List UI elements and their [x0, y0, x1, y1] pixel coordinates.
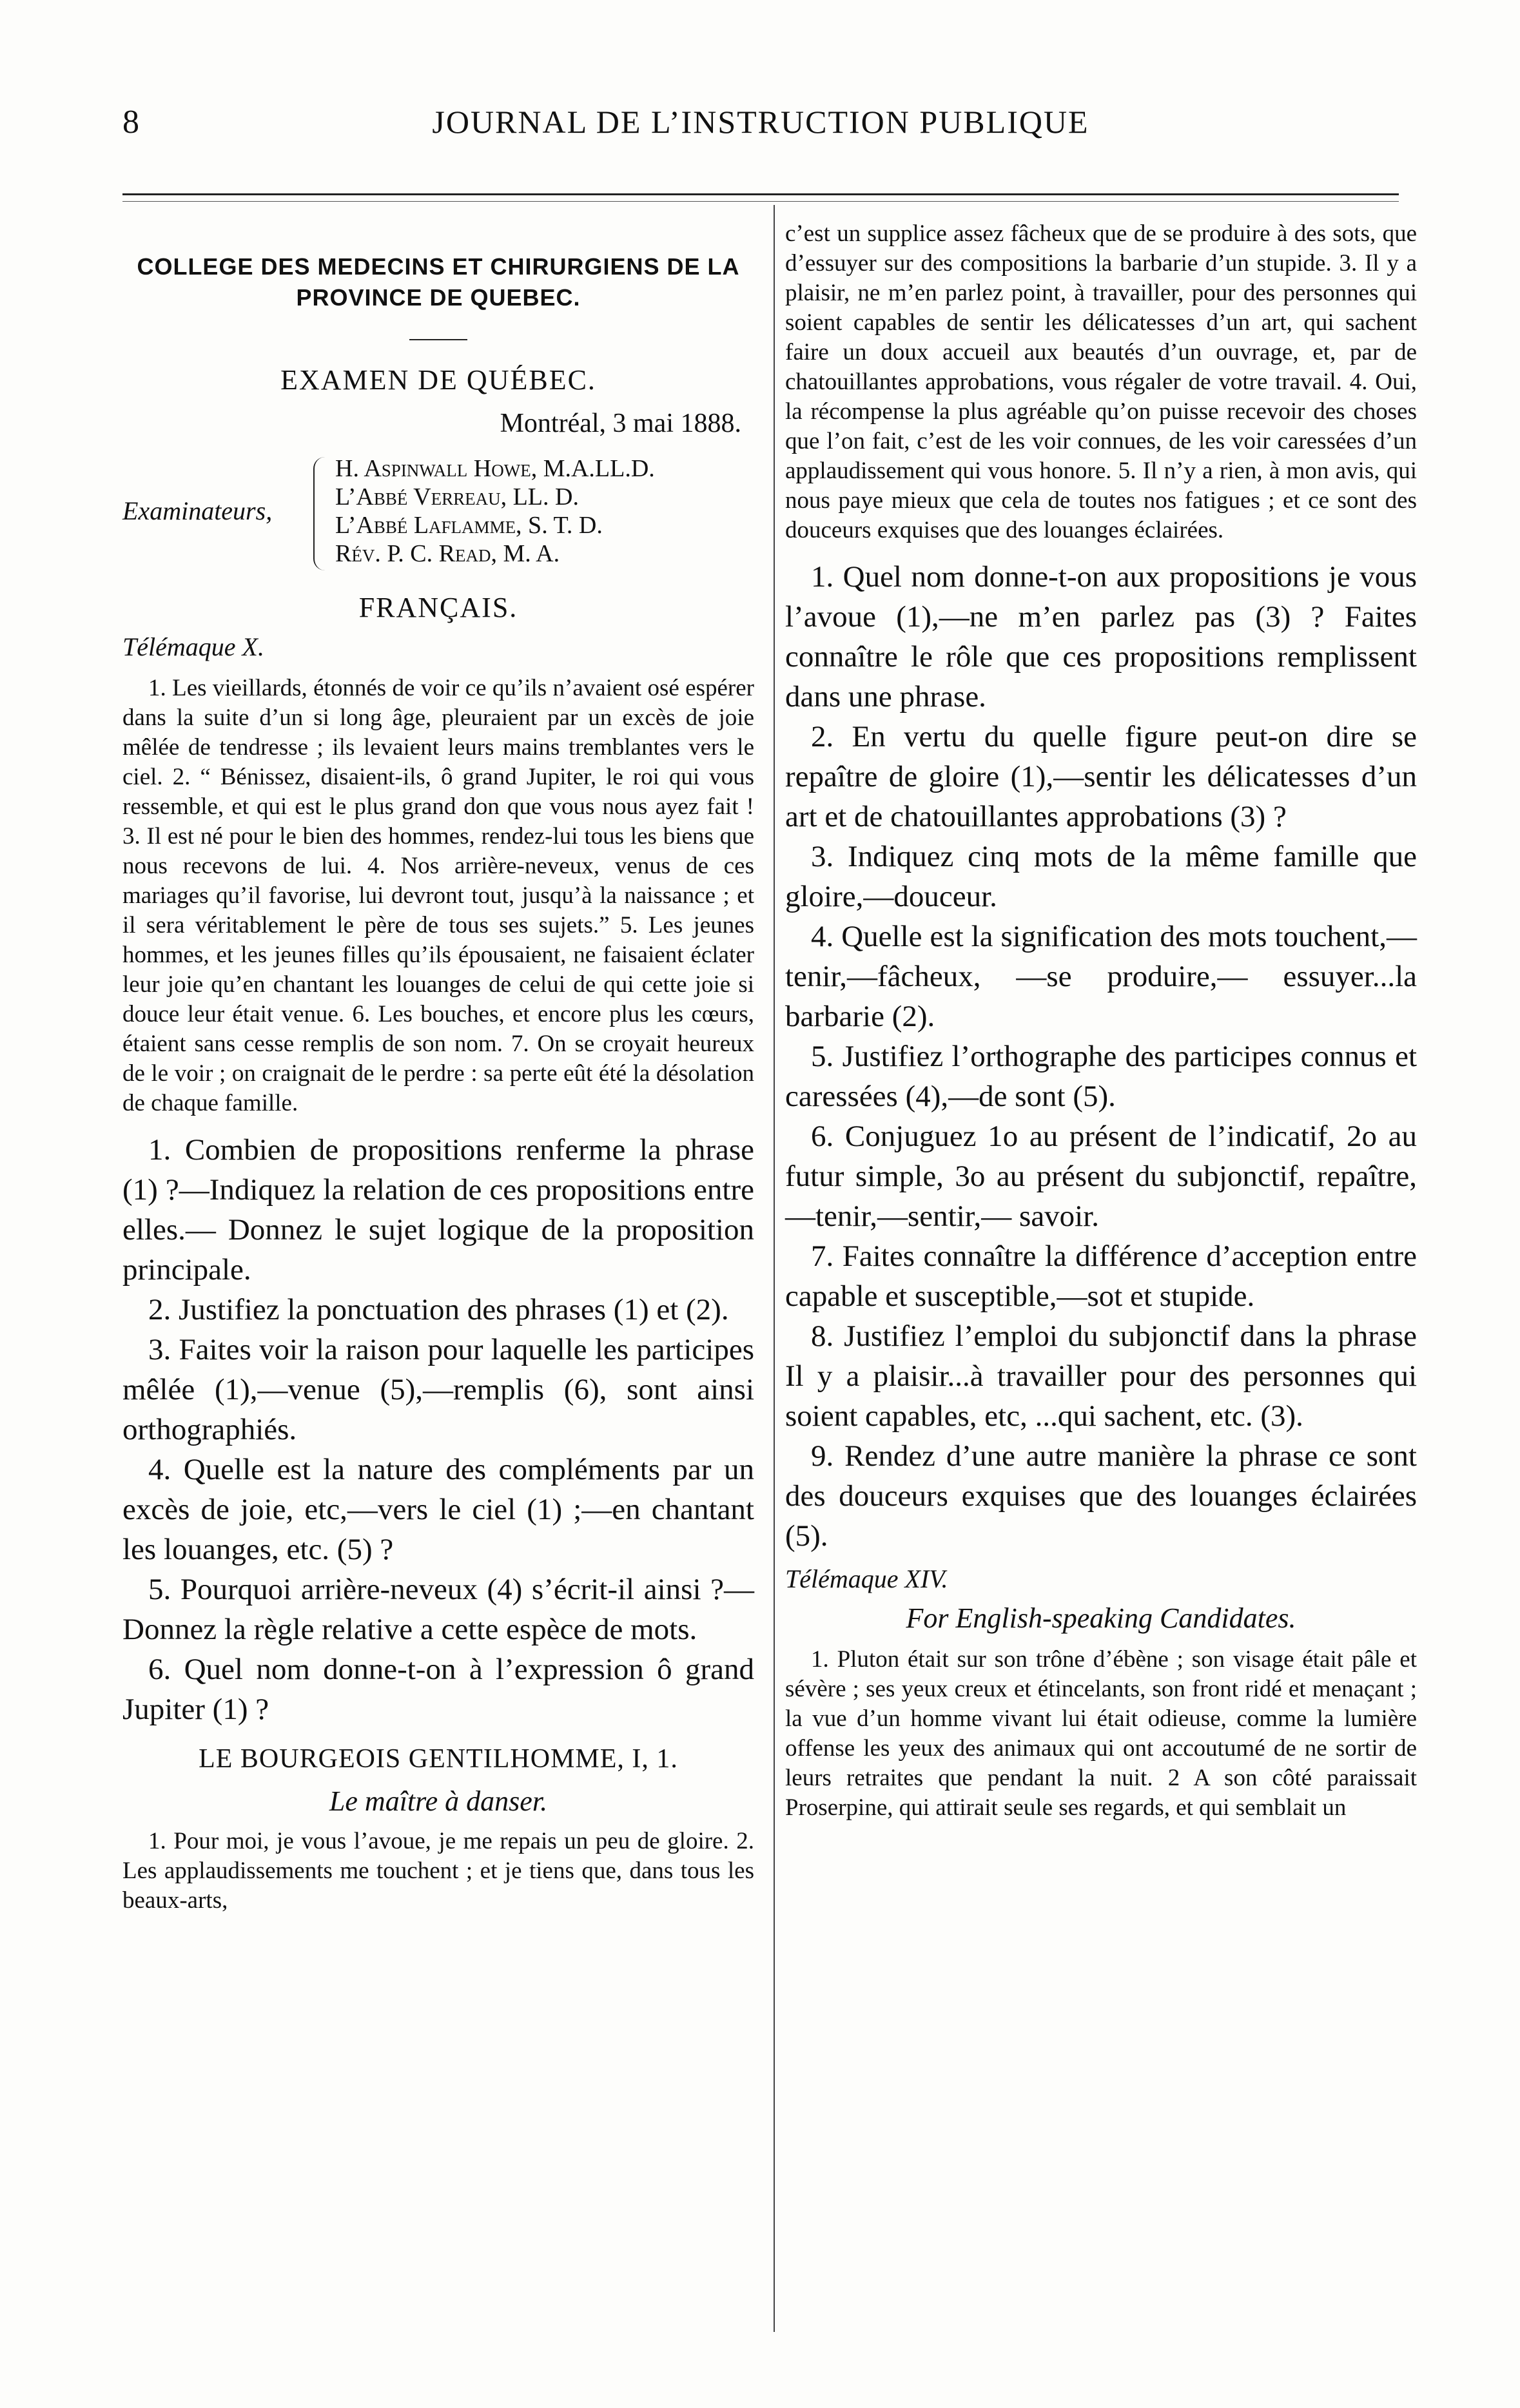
question-r1: 1. Quel nom donne-t-on aux propositions je vous l’avoue (1),—ne m’en parlez pas (3) ? Faites connaître le rôle que ces propositions remplissent dans une phrase.	[785, 560, 1417, 714]
examiner: L’Abbé Verreau, LL. D.	[335, 483, 579, 510]
exam-title: EXAMEN DE QUÉBEC.	[280, 364, 596, 396]
examiners-list	[335, 454, 655, 568]
exam-date: Montréal, 3 mai 1888.	[500, 409, 741, 438]
question-5: 5. Pourquoi arrière-neveux (4) s’écrit-il ainsi ?—Donnez la règle relative a cette espèce de mots.	[122, 1573, 754, 1646]
page-number: 8	[122, 104, 139, 141]
book-reference-2: Télémaque XIV.	[785, 1564, 948, 1593]
question-r2: 2. En vertu du quelle figure peut-on dire se repaître de gloire (1),—sentir les délicatesses d’un art et de chatouillantes approbations (3) ?	[785, 720, 1417, 833]
journal-title: JOURNAL DE L’INSTRUCTION PUBLIQUE	[432, 104, 1089, 140]
examiner: Rév. P. C. Read, M. A.	[335, 540, 560, 567]
page-header	[122, 103, 1399, 148]
question-4: 4. Quelle est la nature des compléments par un excès de joie, etc,—vers le ciel (1) ;—en chantant les louanges, etc. (5) ?	[122, 1453, 754, 1566]
question-6: 6. Quel nom donne-t-on à l’expression ô grand Jupiter (1) ?	[122, 1653, 754, 1726]
question-r7: 7. Faites connaître la différence d’acception entre capable et susceptible,—sot et stupide.	[785, 1239, 1417, 1313]
right-column	[785, 219, 1417, 1823]
english-heading: For English-speaking Candidates.	[906, 1602, 1296, 1634]
question-r6: 6. Conjuguez 1o au présent de l’indicatif, 2o au futur simple, 3o au présent du subjonctif, repaître,—tenir,—sentir,— savoir.	[785, 1120, 1417, 1233]
section-title: FRANÇAIS.	[358, 592, 518, 623]
examiners-label: Examinateurs,	[122, 496, 273, 525]
play-title: LE BOURGEOIS GENTILHOMME, I, 1.	[199, 1744, 678, 1774]
question-r5: 5. Justifiez l’orthographe des participes connus et caressées (4),—de sont (5).	[785, 1040, 1417, 1113]
question-3: 3. Faites voir la raison pour laquelle les participes mêlée (1),—venue (5),—remplis (6), sont ainsi orthographiés.	[122, 1333, 754, 1446]
question-r4: 4. Quelle est la signification des mots touchent,— tenir,—fâcheux, —se produire,— essuyer...la barbarie (2).	[785, 920, 1417, 1033]
header-rule	[122, 193, 1399, 195]
brace	[313, 457, 326, 570]
question-r9: 9. Rendez d’une autre manière la phrase ce sont des douceurs exquises que des louanges éclairées (5).	[785, 1439, 1417, 1553]
play-passage-continued: c’est un supplice assez fâcheux que de se produire à des sots, que d’essuyer sur des compositions la barbarie d’un stupide. 3. Il y a plaisir, ne m’en parlez point, à travailler, pour des personnes qui soient capables de sentir les délicatesses d’un art, qui sachent faire un doux accueil aux beautés d’un ouvrage, et, par de chatouillantes approbations, vous régaler de votre travail. 4. Oui, la récompense la plus agréable qu’on puisse recevoir des choses que l’on fait, c’est de les voir connues, de les voir caressées d’un applaudissement qui vous honore. 5. Il n’y a rien, à mon avis, qui nous paye mieux que cela de toutes nos fatigues ; et ce sont des douceurs exquises que des louanges éclairées.	[785, 220, 1417, 543]
examiners-block	[122, 454, 754, 577]
left-column	[122, 219, 754, 1916]
header-rule-thin	[122, 201, 1399, 202]
examiner: H. Aspinwall Howe, M.A.LL.D.	[335, 455, 655, 482]
column-divider	[774, 205, 775, 2332]
examiner: L’Abbé Laflamme, S. T. D.	[335, 512, 603, 539]
question-r8: 8. Justifiez l’emploi du subjonctif dans la phrase Il y a plaisir...à travailler pour des personnes qui soient capables, etc, ...qui sachent, etc. (3).	[785, 1319, 1417, 1433]
question-r3: 3. Indiquez cinq mots de la même famille que gloire,—douceur.	[785, 840, 1417, 913]
question-1: 1. Combien de propositions renferme la phrase (1) ?—Indiquez la relation de ces propositions entre elles.— Donnez le sujet logique de la proposition principale.	[122, 1133, 754, 1287]
college-heading: COLLEGE DES MEDECINS ET CHIRURGIENS DE LA PROVINCE DE QUEBEC.	[137, 253, 740, 311]
play-passage-start: 1. Pour moi, je vous l’avoue, je me repais un peu de gloire. 2. Les applaudissements me touchent ; et je tiens que, dans tous les beaux-arts,	[122, 1828, 754, 1914]
english-passage: 1. Pluton était sur son trône d’ébène ; son visage était pâle et sévère ; ses yeux creux et étincelants, son front ridé et menaçant ; la vue d’un homme vivant lui était odieuse, comme la lumière offense les yeux des animaux qui ont accoutumé de ne sortir de leurs retraites que pendant la nuit. 2 A son côté paraissait Proserpine, qui attirait seule ses regards, et qui semblait un	[785, 1646, 1417, 1821]
question-2: 2. Justifiez la ponctuation des phrases (1) et (2).	[148, 1293, 729, 1326]
book-reference: Télémaque X.	[122, 632, 264, 661]
short-rule	[409, 339, 467, 340]
scene-title: Le maître à danser.	[329, 1785, 548, 1817]
passage-telemaque: 1. Les vieillards, étonnés de voir ce qu’ils n’avaient osé espérer dans la suite d’un si long âge, pleuraient par un excès de joie mêlée de tendresse ; ils levaient leurs mains tremblantes vers le ciel. 2. “ Bénissez, disaient-ils, ô grand Jupiter, le roi qui vous ressemble, et qui est le plus grand don que vous nous ayez fait ! 3. Il est né pour le bien des hommes, rendez-lui tous les biens que nous recevons de lui. 4. Nos arrière-neveux, venus de ces mariages qu’il favorise, lui devront tout, jusqu’à la naissance ; et il sera véritablement le père de tous ses sujets.” 5. Les jeunes hommes, et les jeunes filles qu’ils épousaient, ne faisaient éclater leur joie qu’en chantant les louanges de celui de qui cette joie si douce leur était venue. 6. Les bouches, et encore plus les cœurs, étaient sans cesse remplis de son nom. 7. On se croyait heureux de le voir ; on craignait de le perdre : sa perte eût été la désolation de chaque famille.	[122, 675, 754, 1116]
